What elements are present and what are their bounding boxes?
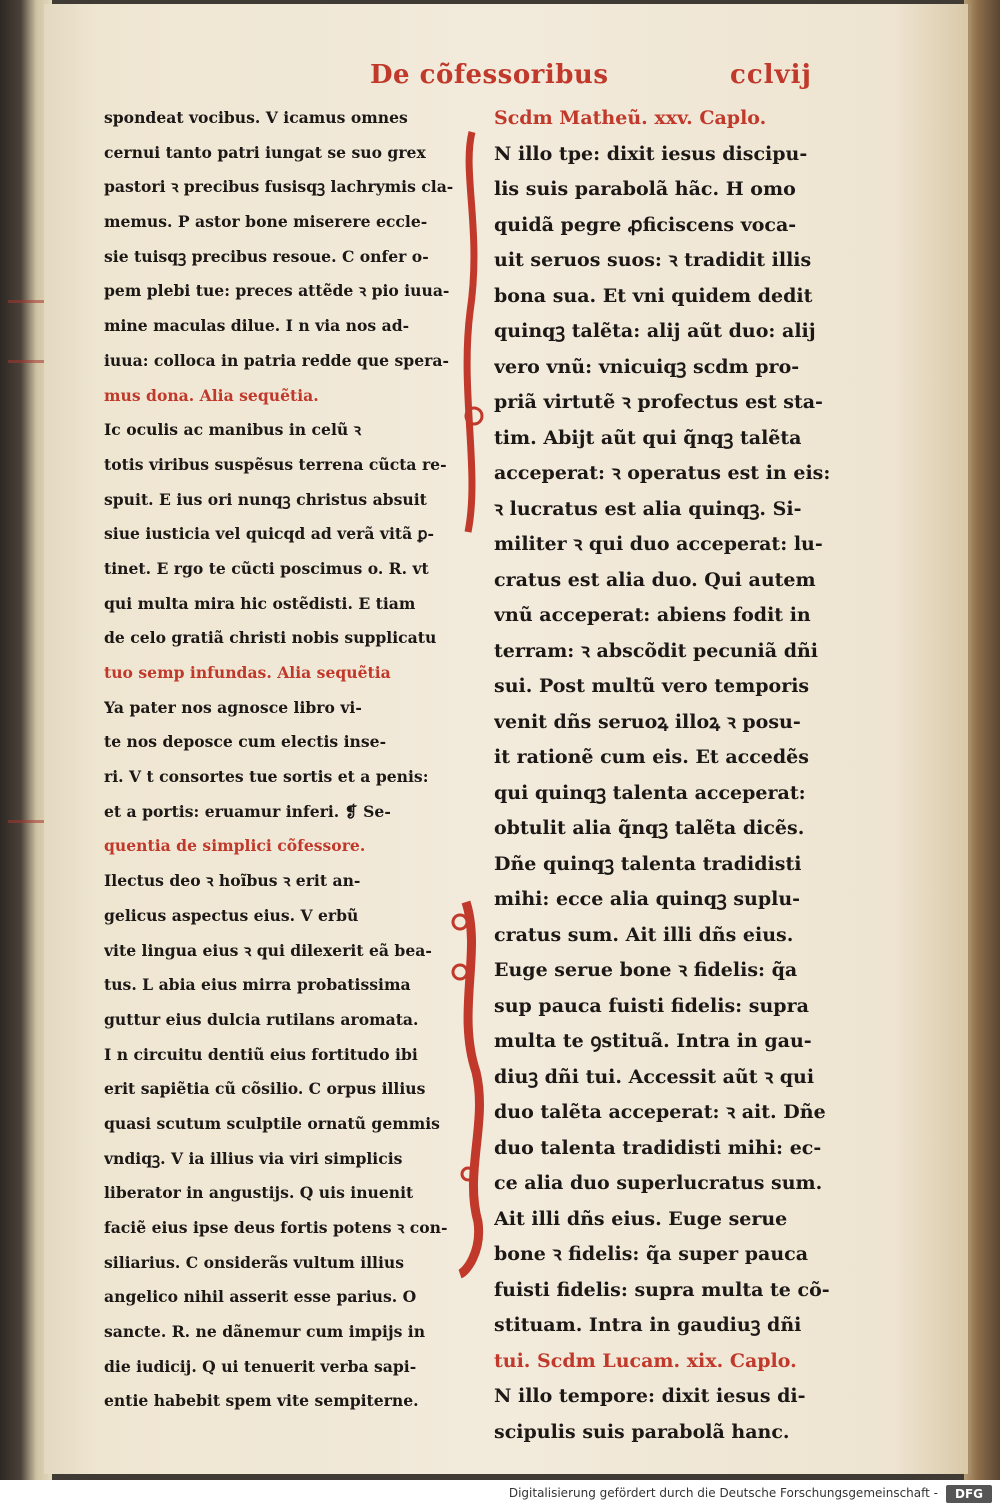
text-line: siliarius. C onsiderãs vultum illius <box>104 1252 405 1272</box>
text-line: memus. P astor bone miserere eccle- <box>104 212 428 232</box>
text-line: scipulis suis parabolã hanc. <box>494 1420 790 1443</box>
text-line: Ilectus deo ꝛ hoĩbus ꝛ erit an- <box>104 871 361 891</box>
text-line: fuisti fidelis: supra multa te cõ- <box>494 1278 830 1301</box>
text-line: sup pauca fuisti fidelis: supra <box>494 994 809 1017</box>
text-line: it rationẽ cum eis. Et accedẽs <box>494 746 809 768</box>
text-line: tus. L abia eius mirra probatissima <box>104 975 411 995</box>
text-line: gelicus aspectus eius. V erbũ <box>104 905 359 925</box>
text-line: diuꝫ dñi tui. Accessit aũt ꝛ qui <box>494 1065 815 1088</box>
text-line: N illo tempore: dixit iesus di- <box>494 1385 806 1407</box>
text-line: venit dñs seruoꝝ illoꝝ ꝛ posu- <box>494 710 801 733</box>
text-line: Dñe quinqꝫ talenta tradidisti <box>494 852 802 875</box>
text-line: tinet. E rgo te cũcti poscimus o. R. vt <box>104 558 429 578</box>
text-line: liberator in angustijs. Q uis inuenit <box>104 1183 414 1203</box>
text-line: acceperat: ꝛ operatus est in eis: <box>494 462 831 484</box>
footer-bar <box>0 1480 1000 1510</box>
text-line: iuua: colloca in patria redde que spera- <box>104 350 449 370</box>
text-line: spuit. E ius ori nunqꝫ christus absuit <box>104 489 427 509</box>
text-line: uit seruos suos: ꝛ tradidit illis <box>494 249 812 271</box>
right-text-column <box>494 101 860 1450</box>
text-line: erit sapiẽtia cũ cõsilio. C orpus illius <box>104 1079 426 1099</box>
text-line: qui multa mira hic ostẽdisti. E tiam <box>104 593 416 613</box>
text-line: mihi: ecce alia quinqꝫ suplu- <box>494 888 801 910</box>
text-line: vero vnũ: vnicuiqꝫ scdm pro- <box>494 355 800 378</box>
left-text-column <box>104 101 462 1419</box>
text-line: I n circuitu dentiũ eius fortitudo ibi <box>104 1044 418 1064</box>
text-line: totis viribus suspẽsus terrena cũcta re- <box>104 454 447 474</box>
text-line: bone ꝛ fidelis: q̃a super pauca <box>494 1243 809 1265</box>
text-line: vnũ acceperat: abiens fodit in <box>494 604 811 626</box>
text-line: mine maculas dilue. I n via nos ad- <box>104 316 410 336</box>
text-line: cernui tanto patri iungat se suo grex <box>104 142 426 162</box>
text-line: sie tuisqꝫ precibus resoue. C onfer o- <box>104 246 429 266</box>
text-line: vite lingua eius ꝛ qui dilexerit eã bea- <box>104 940 432 960</box>
text-line: tuo semp infundas. Alia sequẽtia <box>104 663 391 682</box>
text-line: duo talẽta acceperat: ꝛ ait. Dñe <box>494 1101 826 1123</box>
text-line: stituam. Intra in gaudiuꝫ dñi <box>494 1314 802 1336</box>
text-line: Ait illi dñs eius. Euge serue <box>494 1207 788 1230</box>
text-line: pem plebi tue: preces attẽde ꝛ pio iuua- <box>104 281 450 301</box>
text-line: ꝛ lucratus est alia quinqꝫ. Si- <box>494 497 802 520</box>
text-line: Euge serue bone ꝛ fidelis: q̃a <box>494 959 798 981</box>
text-line: Scdm Matheũ. xxv. Caplo. <box>494 107 767 129</box>
text-line: duo talenta tradidisti mihi: ec- <box>494 1136 822 1159</box>
text-line: guttur eius dulcia rutilans aromata. <box>104 1009 419 1029</box>
text-line: militer ꝛ qui duo acceperat: lu- <box>494 533 823 555</box>
text-line: te nos deposce cum electis inse- <box>104 732 387 752</box>
text-line: quentia de simplici cõfessore. <box>104 836 366 856</box>
text-line: obtulit alia q̃nqꝫ talẽta dicẽs. <box>494 817 805 839</box>
text-line: tim. Abijt aũt qui q̃nqꝫ talẽta <box>494 426 802 449</box>
text-line: angelico nihil asserit esse parius. O <box>104 1287 417 1307</box>
running-title: De cõfessoribus <box>370 60 609 90</box>
text-line: Ya pater nos agnosce libro vi- <box>104 697 362 717</box>
decorative-initial-flourish <box>446 112 498 1282</box>
text-line: sancte. R. ne dãnemur cum impijs in <box>104 1322 426 1342</box>
text-line: qui quinqꝫ talenta acceperat: <box>494 781 806 804</box>
folio-number: cclvij <box>730 60 812 90</box>
text-line: sui. Post multũ vero temporis <box>494 675 810 697</box>
text-line: quidã pegre ꝓficiscens voca- <box>494 213 797 236</box>
text-line: multa te ꝯstituã. Intra in gau- <box>494 1030 812 1052</box>
funding-credit: Digitalisierung gefördert durch die Deutsche Forschungsgemeinschaft - <box>508 1486 938 1500</box>
text-line: de celo gratiã christi nobis supplicatu <box>104 628 437 648</box>
text-line: faciẽ eius ipse deus fortis potens ꝛ con- <box>104 1218 448 1237</box>
text-line: et a portis: eruamur inferi. ❡ Se- <box>104 801 391 821</box>
text-line: priã virtutẽ ꝛ profectus est sta- <box>494 391 823 413</box>
text-line: quinqꝫ talẽta: alij aũt duo: alij <box>494 320 816 342</box>
text-line: die iudicij. Q ui tenuerit verba sapi- <box>104 1356 417 1376</box>
text-line: vndiqꝫ. V ia illius via viri simplicis <box>104 1148 403 1168</box>
text-line: tui. Scdm Lucam. xix. Caplo. <box>494 1349 797 1372</box>
text-line: cratus est alia duo. Qui autem <box>494 568 816 591</box>
text-line: ce alia duo superlucratus sum. <box>494 1172 823 1194</box>
text-line: quasi scutum sculptile ornatũ gemmis <box>104 1113 440 1133</box>
text-line: bona sua. Et vni quidem dedit <box>494 284 813 307</box>
dfg-logo: DFG <box>946 1485 992 1503</box>
text-line: lis suis parabolã hãc. H omo <box>494 178 796 200</box>
text-line: ri. V t consortes tue sortis et a penis: <box>104 767 429 787</box>
text-line: N illo tpe: dixit iesus discipu- <box>494 142 808 165</box>
book-page <box>44 4 971 1474</box>
text-line: spondeat vocibus. V icamus omnes <box>104 108 408 127</box>
text-line: pastori ꝛ precibus fusisqꝫ lachrymis cla- <box>104 177 454 197</box>
text-line: entie habebit spem vite sempiterne. <box>104 1391 419 1411</box>
text-line: mus dona. Alia sequẽtia. <box>104 385 319 405</box>
text-line: terram: ꝛ abscõdit pecuniã dñi <box>494 639 819 662</box>
text-line: cratus sum. Ait illi dñs eius. <box>494 923 794 946</box>
text-line: siue iusticia vel quicqd ad verã vitã ꝑ- <box>104 524 434 544</box>
text-line: Ic oculis ac manibus in celũ ꝛ <box>104 420 362 440</box>
running-header <box>44 60 968 100</box>
